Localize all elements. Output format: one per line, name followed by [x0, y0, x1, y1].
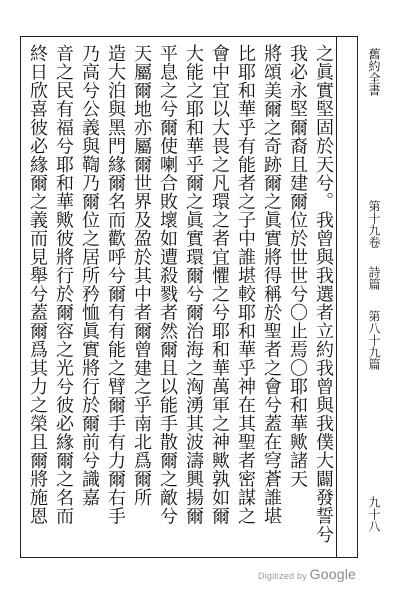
text-column-6: 大能之耶和華乎爾之眞實環爾兮爾治海之洶湧其波濤興揚爾 — [183, 44, 204, 525]
text-column-12: 終日欣喜彼必緣爾之義而見舉兮蓋爾爲其力之榮且爾將施恩 — [27, 44, 48, 525]
text-column-8: 天屬爾地亦屬爾世界及盈於其中者爾曾建之乎南北爲爾所 — [131, 44, 152, 507]
book-title: 舊約全書 — [367, 48, 381, 96]
page-number: 九十八 — [367, 496, 381, 532]
volume-label: 第十九卷 — [367, 200, 381, 248]
text-column-1: 之眞實堅固於天兮。我曾與我選者立約我曾與我僕大闢發誓兮 — [313, 44, 334, 544]
text-column-4: 比耶和華乎有能者之子中誰堪較耶和華乎神在其聖者密謀之 — [235, 44, 256, 525]
book-name: 詩篇 — [367, 266, 381, 290]
text-column-10: 乃高兮公義與鞫乃爾位之居所矜恤眞實將行於爾前兮識嘉 — [79, 44, 100, 507]
margin-divider — [336, 36, 337, 558]
text-column-9: 造大泊與黑門緣爾名而歡呼兮爾有有能之臂爾手有力爾右手 — [105, 44, 126, 525]
watermark-prefix: Digitized by — [258, 571, 307, 581]
text-column-7: 平息之兮爾使喇合敗壞如遭殺戮者然爾且以能手散爾之敵兮 — [157, 44, 178, 525]
digitization-watermark — [258, 566, 356, 582]
chapter-label: 第八十九篇 — [367, 310, 381, 370]
text-column-11: 音之民有福兮耶和華歟彼將行於爾容之光兮彼必緣爾之名而 — [53, 44, 74, 525]
watermark-brand: Google — [309, 566, 356, 582]
text-column-2: 我必永堅爾裔且建爾位於世世兮〇止焉〇耶和華歟諸天 — [287, 44, 308, 488]
text-column-3: 將頌美爾之奇跡爾之眞實將得稱於聖者之會兮蓋在穹蒼誰堪 — [261, 44, 282, 525]
text-column-5: 會中宜以大畏之凡環之者宜懼之兮耶和華萬軍之神歟孰如爾 — [209, 44, 230, 525]
